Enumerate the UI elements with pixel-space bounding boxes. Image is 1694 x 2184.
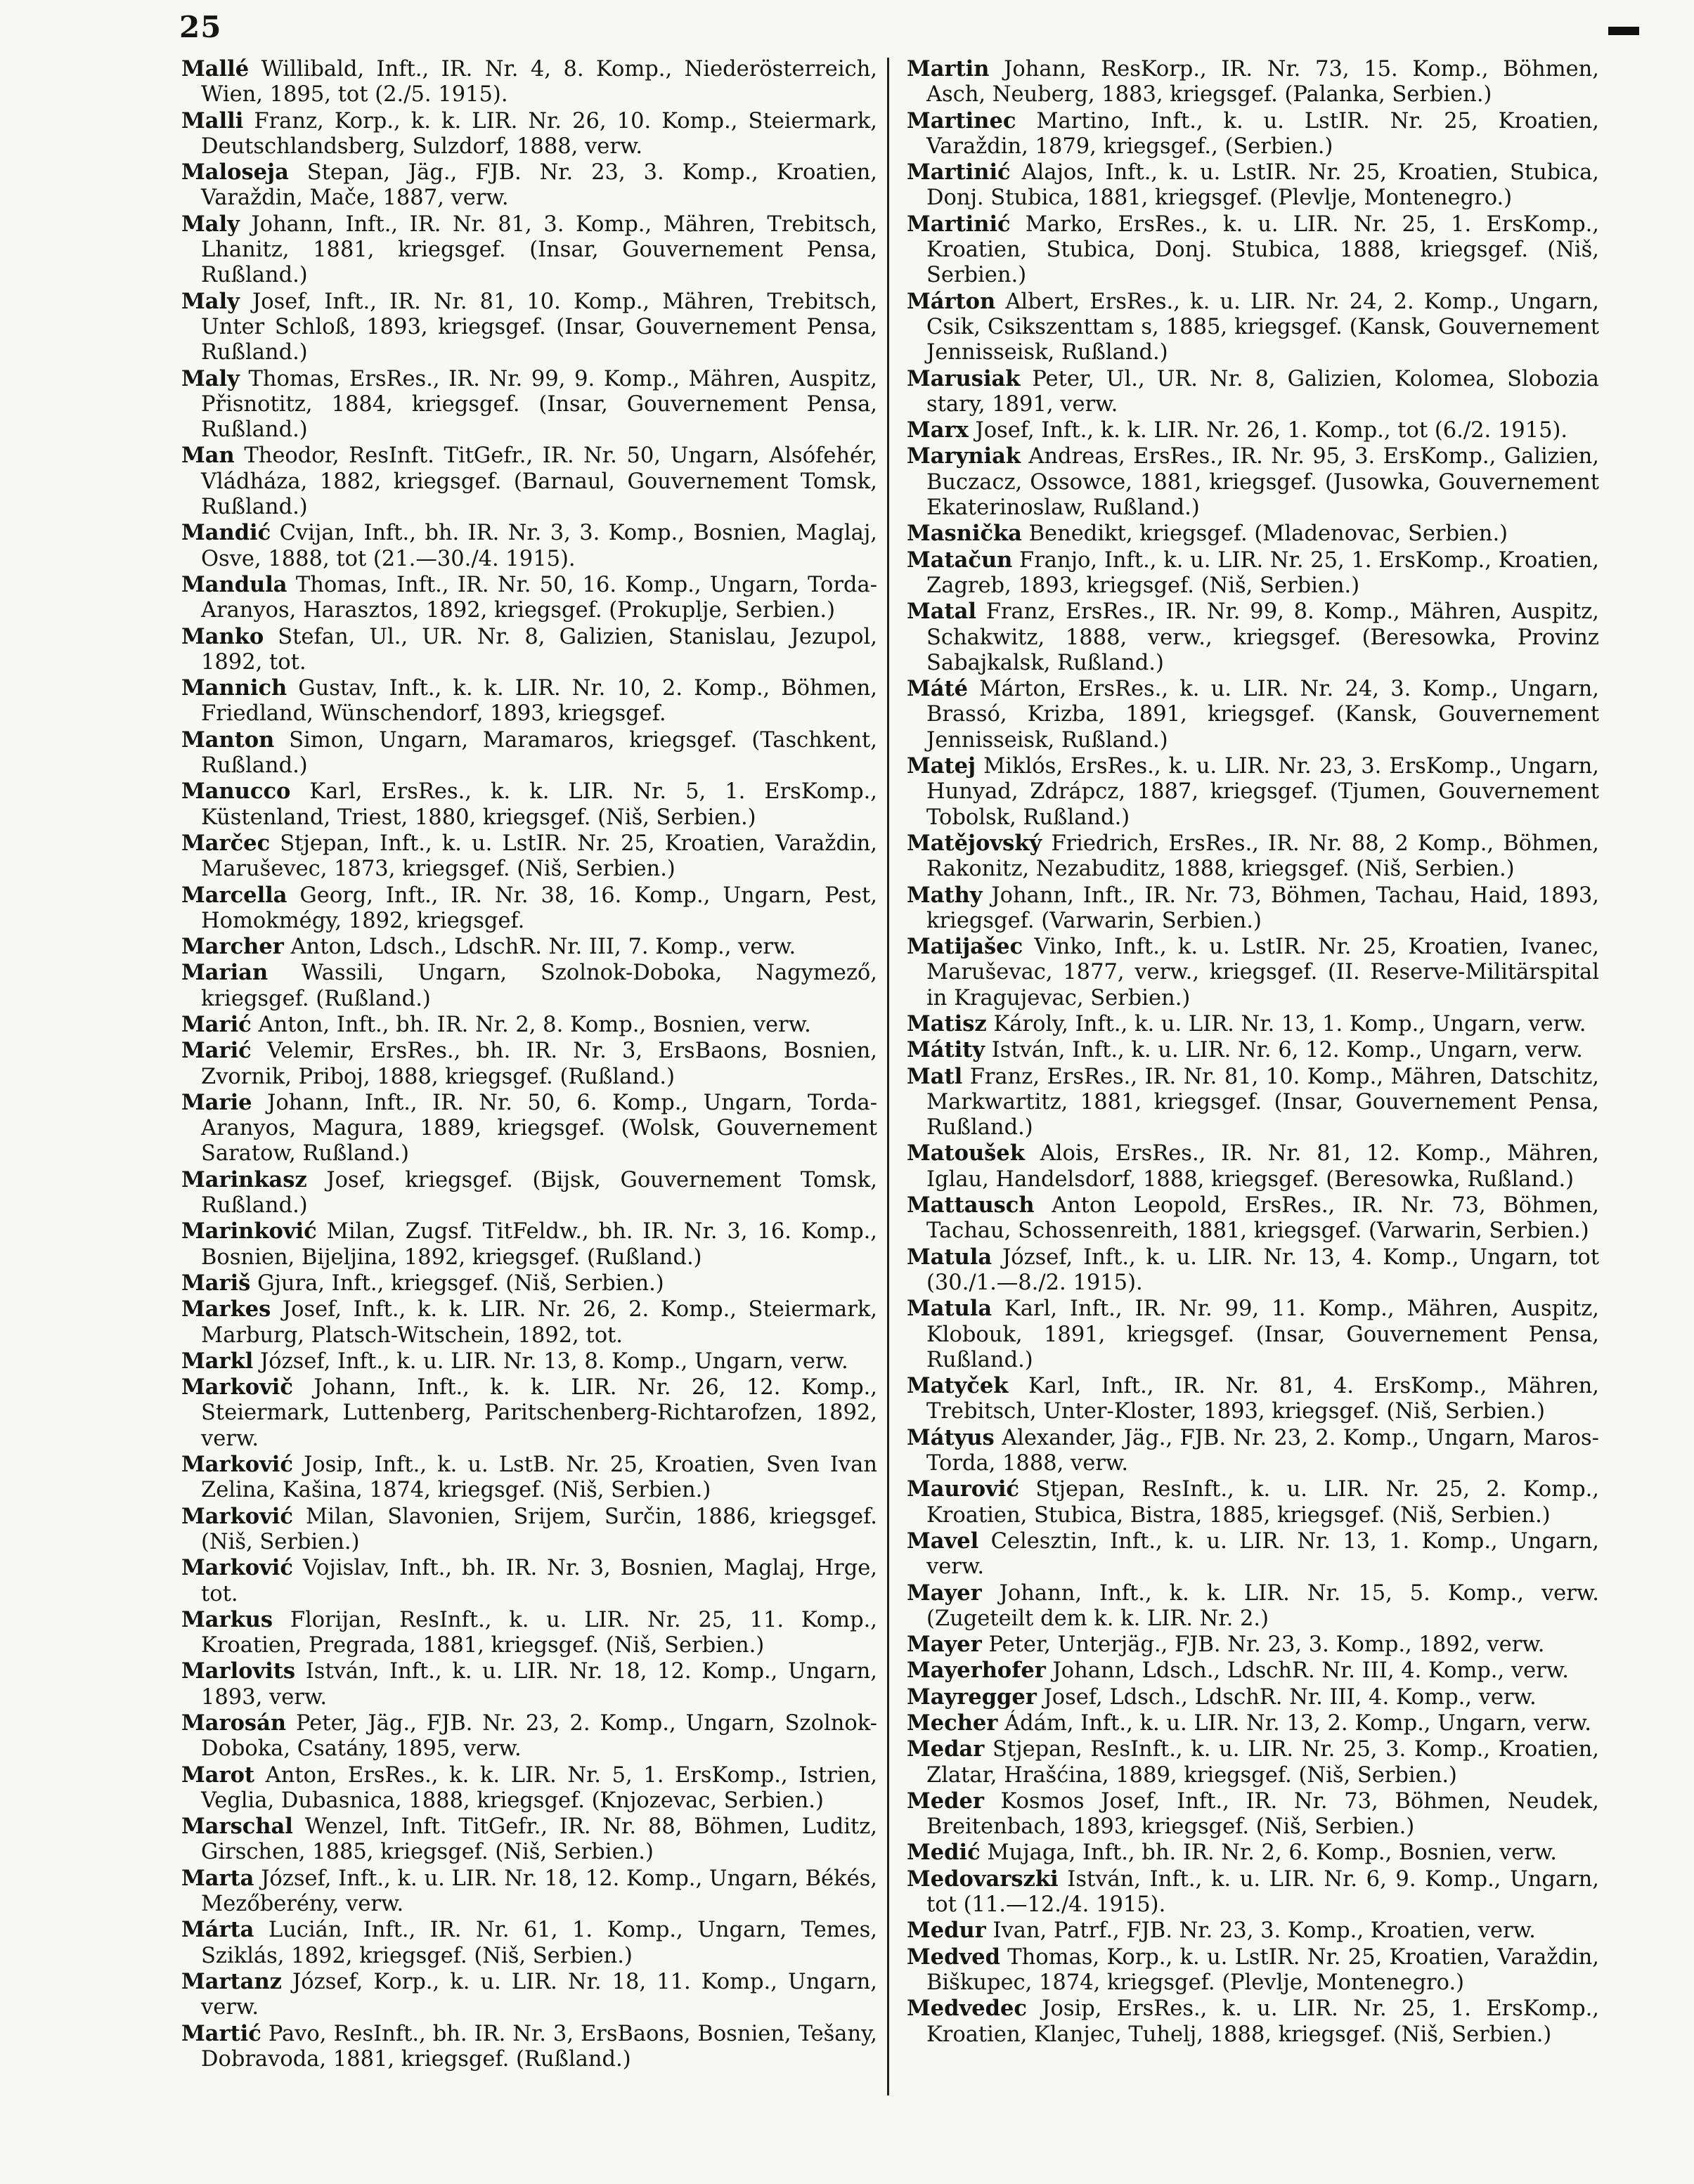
list-entry [907,883,1599,935]
corner-mark [1608,27,1639,35]
entry-surname: Mandić [181,520,271,546]
entry-details: Milan, Slavonien, Srijem, Surčin, 1886, kriegsgef. (Niš, Serbien.) [201,1504,877,1554]
list-entry [907,1866,1599,1918]
entry-surname: Masnička [907,521,1022,547]
list-entry [907,56,1599,108]
entry-details: Lucián, Inft., IR. Nr. 61, 1. Komp., Ungarn, Temes, Sziklás, 1892, kriegsgef. (Niš, Serbien.) [201,1918,877,1968]
entry-details: Martino, Inft., k. u. LstIR. Nr. 25, Kroatien, Varaždin, 1879, kriegsgef., (Serbien.) [926,108,1599,159]
list-entry [907,1580,1599,1632]
entry-surname: Matula [907,1244,993,1270]
list-entry [181,1762,877,1814]
entry-details: Josef, Ldsch., LdschR. Nr. III, 4. Komp., verw. [1043,1684,1537,1710]
list-entry [181,883,877,935]
list-entry [907,1710,1599,1736]
entry-details: Gustav, Inft., k. k. LIR. Nr. 10, 2. Komp., Böhmen, Friedland, Wünschendorf, 1893, kriegsgef. [201,676,877,727]
entry-surname: Marković [181,1503,293,1529]
entry-details: Wenzel, Inft. TitGefr., IR. Nr. 88, Böhmen, Luditz, Girschen, 1885, kriegsgef. (Niš, Serbien.) [201,1814,877,1865]
list-entry [907,1037,1599,1063]
entry-surname: Markovič [181,1374,293,1400]
list-entry [907,1140,1599,1192]
left-column [181,56,877,2072]
entry-surname: Man [181,443,235,469]
list-entry [907,547,1599,599]
list-entry [907,1476,1599,1528]
entry-details: Marko, ErsRes., k. u. LIR. Nr. 25, 1. ErsKomp., Kroatien, Stubica, Donj. Stubica, 1888, kriegsgef. (Niš, Serbien.) [926,212,1599,288]
entry-details: Johann, Inft., IR. Nr. 50, 6. Komp., Ungarn, Torda-Aranyos, Magura, 1889, kriegsgef. (Wolsk, Gouvernement Saratow, Rußland.) [201,1090,877,1166]
list-entry [907,1528,1599,1580]
list-entry [181,108,877,160]
list-entry [181,1218,877,1270]
entry-details: Benedikt, kriegsgef. (Mladenovac, Serbien.) [1028,521,1508,547]
entry-surname: Marian [181,960,269,986]
list-entry [181,572,877,624]
entry-details: Karl, Inft., IR. Nr. 81, 4. ErsKomp., Mähren, Trebitsch, Unter-Kloster, 1893, kriegsgef. (Niš, Serbien.) [926,1374,1599,1424]
entry-details: Josef, kriegsgef. (Bijsk, Gouvernement Tomsk, Rußland.) [201,1167,878,1218]
list-entry [907,1064,1599,1141]
entry-surname: Mavel [907,1528,979,1554]
list-entry [907,1192,1599,1244]
entry-details: Johann, Ldsch., LdschR. Nr. III, 4. Komp., verw. [1052,1658,1569,1684]
entry-details: Vinko, Inft., k. u. LstIR. Nr. 25, Kroatien, Ivanec, Maruševac, 1877, verw., kriegsgef. (II. Reserve-Militärspital in Kragujevac, Serbien.) [926,935,1599,1010]
entry-surname: Medić [907,1840,981,1866]
entry-details: Márton, ErsRes., k. u. LIR. Nr. 24, 3. Komp., Ungarn, Brassó, Krizba, 1891, kriegsgef. (Kansk, Gouvernement Jennisseisk, Rußland.) [926,677,1599,753]
entry-surname: Marić [181,1011,252,1037]
entry-surname: Matějovský [907,830,1042,856]
list-entry [181,1866,877,1918]
list-entry [907,1425,1599,1477]
entry-surname: Maly [181,211,240,237]
list-entry [181,934,877,960]
entry-surname: Martinić [907,160,1011,186]
entry-surname: Márton [907,288,996,314]
entry-surname: Martinec [907,108,1016,134]
list-entry [181,160,877,212]
entry-details: Thomas, Inft., IR. Nr. 50, 16. Komp., Ungarn, Torda-Aranyos, Harasztos, 1892, kriegsgef. (Prokuplje, Serbien.) [201,572,877,623]
entry-details: Pavo, ResInft., bh. IR. Nr. 3, ErsBaons, Bosnien, Tešany, Dobravoda, 1881, kriegsgef. (Rußland.) [201,2021,877,2072]
list-entry [907,212,1599,289]
entry-details: Ádám, Inft., k. u. LIR. Nr. 13, 2. Komp., Ungarn, verw. [1004,1711,1591,1736]
entry-surname: Martinić [907,211,1011,237]
list-entry [907,417,1599,443]
entry-details: Vojislav, Inft., bh. IR. Nr. 3, Bosnien, Maglaj, Hrge, tot. [201,1556,878,1606]
entry-surname: Medur [907,1918,986,1944]
entry-surname: Mayregger [907,1684,1037,1710]
list-entry [181,1167,877,1219]
list-entry [907,366,1599,418]
entry-surname: Marcher [181,934,284,960]
entry-details: Franz, ErsRes., IR. Nr. 81, 10. Komp., Mähren, Datschitz, Markwartitz, 1881, kriegsgef. (Insar, Gouvernement Pensa, Rußland.) [926,1064,1599,1140]
entry-surname: Márta [181,1917,254,1943]
list-entry [907,443,1599,521]
list-entry [181,960,877,1012]
entry-surname: Maloseja [181,160,289,186]
entry-details: Velemir, ErsRes., bh. IR. Nr. 3, ErsBaons, Bosnien, Zvornik, Priboj, 1888, kriegsgef. (Rußland.) [201,1039,877,1089]
list-entry [181,1504,877,1556]
entry-surname: Marusiak [907,365,1021,391]
list-entry [907,1244,1599,1296]
entry-details: Anton, Inft., bh. IR. Nr. 2, 8. Komp., Bosnien, verw. [258,1012,811,1037]
list-entry [181,443,877,520]
entry-surname: Marković [181,1555,293,1581]
entry-surname: Manton [181,727,275,753]
entry-details: Willibald, Inft., IR. Nr. 4, 8. Komp., Niederösterreich, Wien, 1895, tot (2./5. 1915). [201,57,877,108]
entry-surname: Matal [907,599,976,625]
list-entry [907,1658,1599,1684]
entry-details: István, Inft., k. u. LIR. Nr. 18, 12. Komp., Ungarn, 1893, verw. [201,1659,877,1710]
entry-surname: Matisz [907,1010,987,1036]
entry-surname: Matačun [907,547,1013,573]
entry-details: Peter, Ul., UR. Nr. 8, Galizien, Kolomea, Slobozia stary, 1891, verw. [926,366,1599,417]
entry-details: Josip, Inft., k. u. LstB. Nr. 25, Kroatien, Sven Ivan Zelina, Kašina, 1874, kriegsgef. (Niš, Serbien.) [201,1452,877,1503]
entry-surname: Matoušek [907,1140,1025,1166]
entry-surname: Mayer [907,1580,982,1606]
list-entry [181,1348,877,1374]
list-entry [907,1011,1599,1037]
entry-surname: Marot [181,1762,255,1788]
entry-details: Johann, ResKorp., IR. Nr. 73, 15. Komp., Böhmen, Asch, Neuberg, 1883, kriegsgef. (Palanka, Serbien.) [926,57,1599,108]
entry-details: Peter, Jäg., FJB. Nr. 23, 2. Komp., Ungarn, Szolnok-Doboka, Csatány, 1895, verw. [201,1711,877,1762]
list-entry [907,1373,1599,1425]
entry-surname: Mátyus [907,1424,995,1450]
entry-details: Franjo, Inft., k. u. LIR. Nr. 25, 1. ErsKomp., Kroatien, Zagreb, 1893, kriegsgef. (Niš, Serbien.) [926,547,1599,598]
entry-surname: Máté [907,676,969,702]
entry-surname: Mathy [907,882,983,908]
entry-surname: Marić [181,1038,252,1064]
entry-surname: Martin [907,56,990,82]
entry-details: Alois, ErsRes., IR. Nr. 81, 12. Komp., Mähren, Iglau, Handelsdorf, 1888, kriegsgef. (Beresowka, Rußland.) [926,1141,1599,1192]
list-entry [907,831,1599,883]
entry-surname: Markus [181,1606,273,1632]
list-entry [907,599,1599,676]
list-entry [907,289,1599,366]
entry-details: Stjepan, ResInft., k. u. LIR. Nr. 25, 2. Komp., Kroatien, Stubica, Bistra, 1885, kriegsgef. (Niš, Serbien.) [926,1477,1599,1528]
entry-surname: Mecher [907,1710,998,1736]
entry-details: Florijan, ResInft., k. u. LIR. Nr. 25, 11. Komp., Kroatien, Pregrada, 1881, kriegsgef. (Niš, Serbien.) [201,1607,877,1658]
entry-details: Alajos, Inft., k. u. LstIR. Nr. 25, Kroatien, Stubica, Donj. Stubica, 1881, kriegsgef. (Plevlje, Montenegro.) [926,160,1599,211]
entry-details: Ivan, Patrf., FJB. Nr. 23, 3. Komp., Kroatien, verw. [993,1918,1536,1944]
entry-surname: Meder [907,1788,984,1814]
list-entry [181,624,877,676]
entry-surname: Maurović [907,1476,1019,1502]
entry-details: Johann, Inft., IR. Nr. 73, Böhmen, Tachau, Haid, 1893, kriegsgef. (Varwarin, Serbien.) [926,883,1599,933]
list-entry [907,521,1599,547]
entry-details: Johann, Inft., k. k. LIR. Nr. 15, 5. Komp., verw. (Zugeteilt dem k. k. LIR. Nr. 2.) [926,1580,1599,1631]
entry-surname: Mannich [181,675,287,701]
column-divider [887,58,889,2095]
entry-details: Stjepan, Inft., k. u. LstIR. Nr. 25, Kroatien, Varaždin, Maruševec, 1873, kriegsgef. (Niš, Serbien.) [201,831,877,882]
entry-details: Milan, Zugsf. TitFeldw., bh. IR. Nr. 3, 16. Komp., Bosnien, Bijeljina, 1892, kriegsgef. (Rußland.) [201,1219,877,1270]
entry-details: Josef, Inft., IR. Nr. 81, 10. Komp., Mähren, Trebitsch, Unter Schloß, 1893, kriegsgef. (Insar, Gouvernement Pensa, Rußland.) [201,289,877,365]
entry-surname: Marx [907,417,969,443]
entry-surname: Mariš [181,1270,251,1296]
entry-details: Franz, Korp., k. k. LIR. Nr. 26, 10. Komp., Steiermark, Deutschlandsberg, Sulzdorf, 1888, verw. [201,108,877,159]
list-entry [907,1840,1599,1866]
list-entry [181,1012,877,1038]
list-entry [907,1944,1599,1996]
entry-details: József, Inft., k. u. LIR. Nr. 13, 8. Komp., Ungarn, verw. [260,1348,848,1374]
entry-surname: Marschal [181,1814,293,1840]
entry-surname: Marcella [181,882,287,908]
list-entry [907,108,1599,160]
entry-details: Anton, ErsRes., k. k. LIR. Nr. 5, 1. ErsKomp., Istrien, Veglia, Dubasnica, 1888, kriegsgef. (Knjozevac, Serbien.) [201,1762,877,1813]
list-entry [181,1555,877,1607]
entry-details: Albert, ErsRes., k. u. LIR. Nr. 24, 2. Komp., Ungarn, Csik, Csikszenttam s, 1885, kriegsgef. (Kansk, Gouvernement Jennisseisk, Rußland.) [926,289,1599,365]
entry-details: József, Inft., k. u. LIR. Nr. 13, 4. Komp., Ungarn, tot (30./1.—8./2. 1915). [926,1244,1599,1295]
entry-details: Thomas, Korp., k. u. LstIR. Nr. 25, Kroatien, Varaždin, Biškupec, 1874, kriegsgef. (Plevlje, Montenegro.) [926,1944,1599,1995]
entry-details: Peter, Unterjäg., FJB. Nr. 23, 3. Komp., 1892, verw. [988,1632,1545,1658]
entry-surname: Martanz [181,1968,282,1994]
entry-details: Johann, Inft., k. k. LIR. Nr. 26, 12. Komp., Steiermark, Luttenberg, Paritschenberg-Richtarofzen, 1892, verw. [201,1375,877,1451]
list-entry [907,1996,1599,2048]
list-entry [181,212,877,289]
entry-details: Georg, Inft., IR. Nr. 38, 16. Komp., Ungarn, Pest, Homokmégy, 1892, kriegsgef. [201,883,877,933]
entry-surname: Medar [907,1736,985,1762]
entry-surname: Matula [907,1296,993,1322]
entry-surname: Manucco [181,779,291,805]
entry-details: Anton Leopold, ErsRes., IR. Nr. 73, Böhmen, Tachau, Schossenreith, 1881, kriegsgef. (Varwarin, Serbien.) [926,1193,1599,1244]
entry-surname: Marković [181,1452,293,1478]
entry-surname: Malli [181,108,244,134]
entry-surname: Medved [907,1944,1000,1970]
right-column [907,56,1599,2048]
list-entry [181,1969,877,2021]
list-entry [181,1038,877,1090]
list-entry [181,1090,877,1167]
list-entry [907,1736,1599,1788]
entry-surname: Medovarszki [907,1866,1059,1892]
list-entry [181,520,877,572]
list-entry [907,1296,1599,1373]
entry-surname: Marie [181,1089,252,1115]
entry-details: Thomas, ErsRes., IR. Nr. 99, 9. Komp., Mähren, Auspitz, Přisnotitz, 1884, kriegsgef. (Insar, Gouvernement Pensa, Rußland.) [201,366,878,443]
entry-surname: Mandula [181,571,287,597]
page-number: 25 [179,10,222,44]
entry-surname: Mátity [907,1037,985,1063]
list-entry [181,1270,877,1296]
list-entry [181,779,877,831]
list-entry [181,1607,877,1659]
entry-surname: Matej [907,753,976,779]
entry-details: Gjura, Inft., kriegsgef. (Niš, Serbien.) [257,1270,664,1296]
entry-surname: Mayerhofer [907,1658,1046,1684]
list-entry [181,1917,877,1969]
entry-details: István, Inft., k. u. LIR. Nr. 6, 12. Komp., Ungarn, verw. [991,1038,1583,1063]
entry-details: Alexander, Jäg., FJB. Nr. 23, 2. Komp., Ungarn, Maros-Torda, 1888, verw. [926,1425,1599,1476]
list-entry [907,753,1599,831]
list-entry [181,1296,877,1348]
list-entry [181,56,877,108]
entry-surname: Marinković [181,1218,317,1244]
entry-details: Miklós, ErsRes., k. u. LIR. Nr. 23, 3. ErsKomp., Ungarn, Hunyad, Zdrápcz, 1887, kriegsgef. (Tjumen, Gouvernement Tobolsk, Rußland.) [926,754,1599,830]
entry-surname: Marinkasz [181,1166,307,1192]
entry-details: Franz, ErsRes., IR. Nr. 99, 8. Komp., Mähren, Auspitz, Schakwitz, 1888, verw., kriegsgef. (Beresowka, Provinz Sabajkalsk, Rußland.) [926,599,1599,675]
entry-details: Stepan, Jäg., FJB. Nr. 23, 3. Komp., Kroatien, Varaždin, Mače, 1887, verw. [201,160,877,211]
entry-details: Cvijan, Inft., bh. IR. Nr. 3, 3. Komp., Bosnien, Maglaj, Osve, 1888, tot (21.—30./4. 1915). [201,521,877,571]
entry-details: Simon, Ungarn, Maramaros, kriegsgef. (Taschkent, Rußland.) [201,727,877,779]
entry-surname: Manko [181,623,264,649]
entry-surname: Medvedec [907,1996,1027,2022]
entry-details: Stefan, Ul., UR. Nr. 8, Galizien, Stanislau, Jezupol, 1892, tot. [201,624,877,675]
entry-details: Andreas, ErsRes., IR. Nr. 95, 3. ErsKomp., Galizien, Buczacz, Ossowce, 1881, kriegsgef. (Jusowka, Gouvernement Ekaterinoslaw, Rußland.) [926,444,1599,521]
list-entry [907,1918,1599,1944]
list-entry [181,831,877,883]
entry-details: Stjepan, ResInft., k. u. LIR. Nr. 25, 3. Komp., Kroatien, Zlatar, Hrašćina, 1889, kriegsgef. (Niš, Serbien.) [926,1737,1599,1788]
entry-surname: Matl [907,1063,963,1089]
entry-surname: Maryniak [907,443,1021,469]
entry-details: József, Inft., k. u. LIR. Nr. 18, 12. Komp., Ungarn, Békés, Mezőberény, verw. [201,1866,877,1917]
list-entry [907,934,1599,1011]
entry-details: Mujaga, Inft., bh. IR. Nr. 2, 6. Komp., Bosnien, verw. [987,1840,1557,1866]
list-entry [181,1814,877,1866]
list-entry [907,1684,1599,1710]
entry-surname: Maly [181,365,240,391]
entry-surname: Marta [181,1865,254,1891]
list-entry [181,2021,877,2073]
entry-details: Theodor, ResInft. TitGefr., IR. Nr. 50, Ungarn, Alsófehér, Vládháza, 1882, kriegsgef. (Barnaul, Gouvernement Tomsk, Rußland.) [201,443,877,520]
list-entry [907,160,1599,212]
entry-surname: Mallé [181,56,250,82]
entry-surname: Mayer [907,1632,982,1658]
list-entry [907,1788,1599,1840]
entry-details: Celesztin, Inft., k. u. LIR. Nr. 13, 1. Komp., Ungarn, verw. [926,1528,1599,1580]
entry-surname: Markes [181,1296,271,1322]
entry-surname: Mattausch [907,1192,1035,1218]
entry-surname: Matijašec [907,934,1023,960]
entry-details: Karl, ErsRes., k. k. LIR. Nr. 5, 1. ErsKomp., Küstenland, Triest, 1880, kriegsgef. (Niš, Serbien.) [201,779,878,830]
entry-details: Johann, Inft., IR. Nr. 81, 3. Komp., Mähren, Trebitsch, Lhanitz, 1881, kriegsgef. (Insar, Gouvernement Pensa, Rußland.) [201,212,877,288]
entry-details: Anton, Ldsch., LdschR. Nr. III, 7. Komp., verw. [290,935,796,960]
entry-details: Josip, ErsRes., k. u. LIR. Nr. 25, 1. ErsKomp., Kroatien, Klanjec, Tuhelj, 1888, kriegsgef. (Niš, Serbien.) [926,1996,1599,2047]
entry-surname: Martić [181,2020,261,2046]
list-entry [181,1374,877,1452]
entry-surname: Marčec [181,830,271,856]
entry-surname: Markl [181,1348,254,1374]
entry-details: Kosmos Josef, Inft., IR. Nr. 73, Böhmen, Neudek, Breitenbach, 1893, kriegsgef. (Niš, Serbien.) [926,1788,1599,1840]
entry-details: Károly, Inft., k. u. LIR. Nr. 13, 1. Komp., Ungarn, verw. [993,1011,1586,1036]
list-entry [181,675,877,727]
entry-details: Wassili, Ungarn, Szolnok-Doboka, Nagymező, kriegsgef. (Rußland.) [201,961,877,1011]
entry-details: Karl, Inft., IR. Nr. 99, 11. Komp., Mähren, Auspitz, Klobouk, 1891, kriegsgef. (Insar, Gouvernement Pensa, Rußland.) [926,1296,1599,1372]
entry-surname: Matyček [907,1373,1009,1399]
list-entry [181,727,877,779]
entry-details: Josef, Inft., k. k. LIR. Nr. 26, 2. Komp., Steiermark, Marburg, Platsch-Witschein, 1892, tot. [201,1297,877,1348]
list-entry [907,1632,1599,1658]
entry-surname: Marlovits [181,1658,296,1684]
entry-surname: Maly [181,288,240,314]
entry-details: Josef, Inft., k. k. LIR. Nr. 26, 1. Komp., tot (6./2. 1915). [975,418,1568,443]
list-entry [181,1710,877,1762]
entry-details: Friedrich, ErsRes., IR. Nr. 88, 2 Komp., Böhmen, Rakonitz, Nezabuditz, 1888, kriegsgef. (Niš, Serbien.) [926,831,1599,882]
entry-surname: Marosán [181,1710,287,1736]
list-entry [181,1452,877,1504]
entry-details: István, Inft., k. u. LIR. Nr. 6, 9. Komp., Ungarn, tot (11.—12./4. 1915). [926,1866,1599,1918]
list-entry [181,366,877,443]
list-entry [907,676,1599,753]
entry-details: József, Korp., k. u. LIR. Nr. 18, 11. Komp., Ungarn, verw. [201,1969,877,2020]
list-entry [181,1658,877,1710]
list-entry [181,289,877,366]
